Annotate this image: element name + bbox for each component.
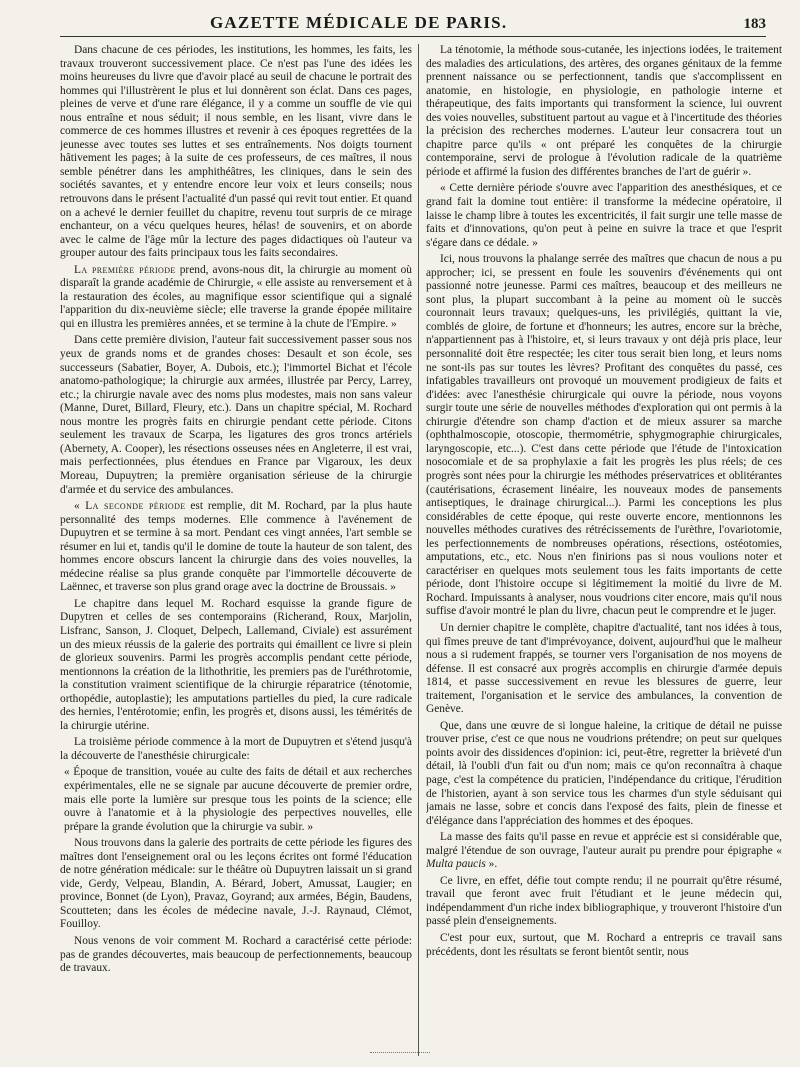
paragraph	[60, 500, 412, 595]
paragraph-text: ».	[485, 858, 498, 871]
section-label: La première période	[74, 263, 176, 276]
paragraph: La ténotomie, la méthode sous-cutanée, les injections iodées, le traitement des maladies des articulations, des artères, des organes génitaux de la femme prennent naissance ou se perfectionnent, tandis que s'accomplissent en anatomie, en histologie, en physiologie, en pathologie interne et thérapeutique, des faits importants qui transforment la science, lui ouvrent des voies nouvelles, substituent partout au vague et à l'incertitude des théories la précision des recherches modernes. L'auteur leur consacrera tout un chapitre parce qu'ils « ont préparé les conquêtes de la chirurgie contemporaine, servi de prologue à l'évolution radicale de la quatrième période et affirmé la fusion des différentes branches de l'art de guérir ».	[426, 44, 782, 178]
page-bottom-rule	[370, 1052, 430, 1053]
quotation: « Cette dernière période s'ouvre avec l'apparition des anesthésiques, et ce grand fait la domine tout entière: il transforme la médecine opératoire, il laisse le champ libre à toutes les excentricités, il fait surgir une telle masse de faits et d'innovations, qu'on peut à peine en suivre la trace et que l'esprit s'égare dans ce dédale. »	[426, 182, 782, 249]
paragraph: Nous venons de voir comment M. Rochard a caractérisé cette période: pas de grandes découvertes, mais beaucoup de perfectionnements, beaucoup de travaux.	[60, 935, 412, 975]
quotation: « Époque de transition, vouée au culte des faits de détail et aux recherches expérimentales, elle ne se signale par aucune découverte de premier ordre, mais elle porte la lumière sur presque tous les points de la science; elle ouvre à l'anatomie et à la physiologie des perpectives nouvelles, elle prépare la grande évolution que la chirurgie va subir. »	[64, 766, 412, 833]
left-column	[60, 44, 412, 1052]
paragraph: Nous trouvons dans la galerie des portraits de cette période les figures des maîtres dont l'enseignement oral ou les leçons écrites ont formé l'éducation de notre génération médicale: sur le théâtre où Dupuytren laissait un si grand vide, Gerdy, Velpeau, Blandin, A. Bérard, Jobert, Amussat, Laugier; en province, Bonnet (de Lyon), Pravaz, Goyrand; aux armées, Bégin, Baudens, Scoutteten; dans les écoles de médecine navale, J.-J. Raynaud, Clémot, Fouilloy.	[60, 837, 412, 931]
epigraph: Multa paucis	[426, 858, 486, 871]
paragraph: Un dernier chapitre le complète, chapitre d'actualité, tant nos idées à tous, qui fîmes preuve de tant d'imprévoyance, doivent, aujourd'hui que le malheur nous a si rudement frappés, se tourner vers l'organisation de nos moyens de défense. Il est consacré aux progrès accomplis en chirurgie d'armée depuis 1814, et passe successivement en revue les blessures de guerre, leur traitement, l'organisation et le service des ambulances, la convention de Genève.	[426, 621, 782, 716]
paragraph: C'est pour eux, surtout, que M. Rochard a entrepris ce travail sans précédents, dont les résultats se feront bientôt sentir, nous	[426, 932, 782, 958]
paragraph-text: est remplie, dit M. Rochard, par la plus haute personnalité des temps modernes. Elle commence à l'avénement de Dupuytren et se termine à sa mort. Pendant ces vingt années, l'art semble se résumer en lui et, tandis qu'il le domine de toute la hauteur de son talent, des hommes encore obscurs lancent la chirurgie dans des voies nouvelles, la médecine réalise sa plus grande conquête par l'immortelle découverte de Laënnec, et traverse son plus grand orage avec la doctrine de Broussais. »	[60, 500, 412, 594]
paragraph-text: prend, avons-nous dit, la chirurgie au moment où disparaît la grande académie de Chirurgie, « elle assiste au renversement et à la restauration des écoles, au magnifique essor scientifique qui a signalé l'apparition du dix-neuvième siècle; elle traverse la grande épopée militaire qui en illustra les premières années, et se termine à la chute de l'Empire. »	[60, 263, 412, 330]
journal-title: GAZETTE MÉDICALE DE PARIS.	[210, 13, 508, 32]
paragraph-text: La masse des faits qu'il passe en revue et apprécie est si considérable que, malgré l'étendue de son ouvrage, l'auteur aurait pu prendre pour épigraphe «	[426, 831, 782, 857]
section-label: « La seconde période	[74, 500, 186, 513]
column-divider	[418, 44, 419, 1056]
page-number: 183	[743, 16, 766, 32]
paragraph: Le chapitre dans lequel M. Rochard esquisse la grande figure de Dupytren et celles de ses contemporains (Richerand, Roux, Marjolin, Lisfranc, Sanson, J. Cloquet, Delpech, Lallemand, Civiale) est assurément un des mieux réussis de la galerie des portraits qui émaillent ce livre si plein de glorieux souvenirs. Parmi les progrès accomplis pendant cette période, mentionnons la création de la lithothritie, les premiers pas de l'uréthrotomie, la constitution vraiment scientifique de la chirurgie réparatrice (ténotomie, orthopédie, autoplastie); les amputations partielles du pied, la cure radicale des hernies, l'entérotomie; enfin, les progrès et, disons aussi, les témérités de la chirurgie utérine.	[60, 597, 412, 732]
paragraph: Que, dans une œuvre de si longue haleine, la critique de détail ne puisse trouver prise, c'est ce que nous ne voudrions prétendre; on peut sur quelques points avoir des dissidences d'opinion: ici, peut-être, regretter la brièveté d'un détail, là l'oubli d'un fait ou d'un nom; mais ce qu'on reconnaîtra à chaque page, c'est la compétence du praticien, l'indépendance du critique, l'érudition de l'historien, ayant à son service tous les charmes d'un style séduisant qui jamais ne lasse, sobre et concis dans l'exposé des faits, plein de finesse et d'élégance dans l'appréciation des hommes et des époques.	[426, 719, 782, 827]
paragraph	[60, 264, 412, 332]
paragraph: La troisième période commence à la mort de Dupuytren et s'étend jusqu'à la découverte de l'anesthésie chirurgicale:	[60, 736, 412, 762]
paragraph: Ce livre, en effet, défie tout compte rendu; il ne pourrait qu'être résumé, travail que feront avec fruit l'étudiant et le jeune médecin qui, indépendamment d'un riche index bibliographique, y trouveront l'histoire d'un passé plein d'enseignements.	[426, 874, 782, 928]
paragraph: Dans chacune de ces périodes, les institutions, les hommes, les faits, les travaux trouveront successivement place. Ce n'est pas l'une des idées les moins heureuses du livre que d'avoir placé au seuil de chacune le portrait des hommes qui l'illustrèrent le plus et lui donnèrent son éclat. Dans ces pages, pleines de verve et d'une rare élégance, il y a comme un souffle de vie qui nous entraîne et nous séduit; il nous semble, en les lisant, vivre dans le commerce de ces hommes illustres et revenir à ces époques regrettées de la jeunesse avec toutes ses luttes et ses entraînements. Nos doigts tournent hâtivement les pages; à la suite de ces professeurs, de ces maîtres, il nous semble pénétrer dans les amphithéâtres, les cliniques, dans le sein des sociétés savantes, et y entendre encore leur voix et leurs conseils; nous retrouvons dans le présent l'actualité d'un passé qui revit tout entier. Et quand on a achevé le dernier feuillet du chapitre, revenu tout surpris de ce mirage enchanteur, on a vécu quelques heures, hélas! de souvenirs, et on aborde avec le calme de l'âge mûr la lecture des pages didactiques où l'auteur va grouper autour des faits principaux tous les faits secondaires.	[60, 44, 412, 260]
paragraph	[426, 831, 782, 872]
paragraph: Dans cette première division, l'auteur fait successivement passer sous nos yeux de grands noms et de grandes choses: Desault et son école, ses successeurs (Sabatier, Boyer, A. Dubois, etc.); l'immortel Bichat et l'école anatomo-pathologique; la chirurgie aux armées, illustrée par Percy, Larrey, etc.; la chirurgie navale avec des noms plus modestes, mais non sans valeur (Manne, Duret, Billard, Fleury, etc.). Dans un chapitre spécial, M. Rochard nous montre les progrès faits en chirurgie pendant cette période. Citons seulement les travaux de Scarpa, les ligatures des gros troncs artériels (Abernety, A. Cooper), les résections osseuses nées en Angleterre, il est vrai, mais perfectionnées, plus étendues en France par Vigaroux, les deux Moreau, Dupuytren; la première organisation sérieuse de la chirurgie d'armée et du service des ambulances.	[60, 334, 412, 496]
paragraph: Ici, nous trouvons la phalange serrée des maîtres que chacun de nous a pu approcher; ici, se pressent en foule les souvenirs d'événements qui ont passionné notre jeunesse. Parmi ces maîtres, beaucoup et des meilleurs ne sont plus, la plupart succombant à la peine au moment où le succès couronnait leurs travaux; quelques-uns, les privilégiés, quittant la vie, comblés de gloire, de fortune et d'honneurs; les autres, encore sur la brèche, n'appartiennent pas à l'histoire, et, si leurs travaux y ont déjà pris place, leur personnalité doit être respectée; les citer tous serait bien long, et leurs noms ne sont-ils pas sur toutes les lèvres? Profitant des conquêtes du passé, ces infatigables travailleurs ont provoqué un mouvement prodigieux de faits et d'idées: avec l'anesthésie chirurgicale qui ouvre la période, nous voyons surgir toute une série de nouvelles méthodes d'exploration qui ont permis à la chirurgie d'étendre son champ d'action et de mieux assurer sa marche (ophthalmoscopie, otoscopie, thermométrie, sphygmographie chirurgicales, laryngoscopie, etc...). C'est dans cette période que l'étude de l'intoxication nosocomiale et de sa prophylaxie a fait les progrès les plus réels; de ces progrès sont nées pour la chirurgie les méthodes préservatrices et oblitérantes (cautérisations, écrasement linéaire, les nouveaux modes de pansements antiseptiques, le drainage chirurgical...). Parmi les conceptions les plus considérables de cette époque, qui reste ouverte encore, mentionnons les nouvelles méthodes curatives des rétrécissements de l'urèthre, l'ovariotomie, les perfectionnements de nombreuses opérations, résections, ostéotomies, amputations, etc., etc. Nous n'en finirions pas si nous voulions noter et caractériser en quelques mots seulement tous les faits importants de cette période, dont l'histoire occupe si légitimement la moitié du livre de M. Rochard. Impuissants à analyser, nous voudrions citer encore, mais qu'il nous suffise d'avoir montré le plan du livre, chacun peut le comprendre et le juger.	[426, 253, 782, 618]
page-header	[60, 12, 766, 37]
right-column	[426, 44, 782, 1052]
